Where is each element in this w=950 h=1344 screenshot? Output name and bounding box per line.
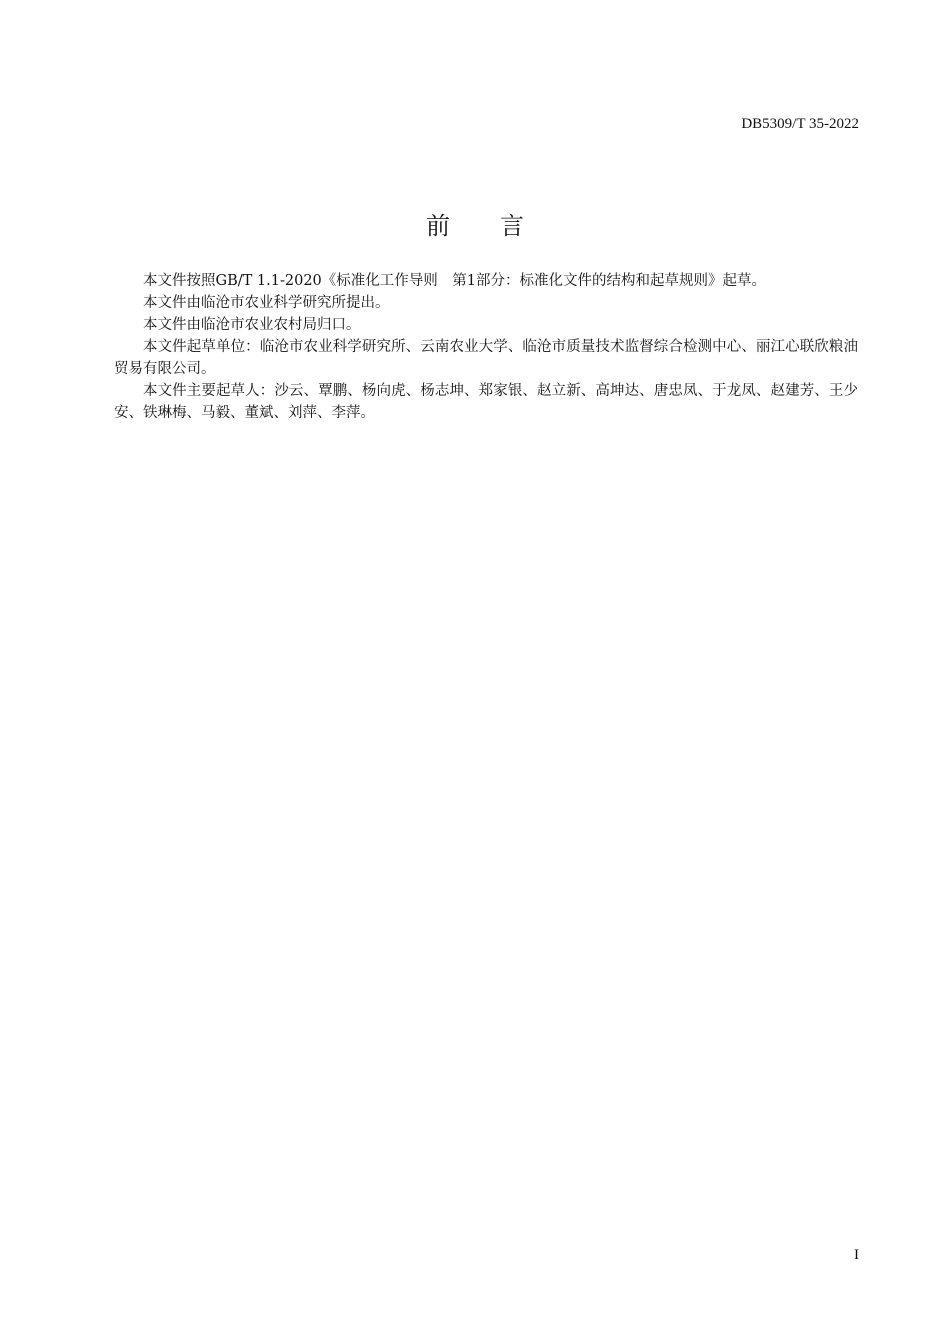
paragraph-proposer: 本文件由临沧市农业科学研究所提出。: [143, 295, 390, 311]
document-code: DB5309/T 35-2022: [741, 116, 859, 132]
paragraph-centralized-unit: 本文件由临沧市农业农村局归口。: [143, 317, 361, 333]
preface-body: [114, 270, 858, 424]
page-title: 前言: [426, 212, 574, 241]
paragraph-drafting-basis: 本文件按照GB/T 1.1-2020《标准化工作导则 第1部分：标准化文件的结构和起草规则》起草。: [143, 273, 766, 289]
page-number: I: [854, 1247, 859, 1263]
paragraph-drafting-units: 本文件起草单位：临沧市农业科学研究所、云南农业大学、临沧市质量技术监督综合检测中心、丽江心联欣粮油贸易有限公司。: [114, 339, 858, 377]
paragraph-drafters: 本文件主要起草人：沙云、覃鹏、杨向虎、杨志坤、郑家银、赵立新、高坤达、唐忠凤、于龙凤、赵建芳、王少安、铁琳梅、马毅、董斌、刘萍、李萍。: [114, 383, 858, 421]
